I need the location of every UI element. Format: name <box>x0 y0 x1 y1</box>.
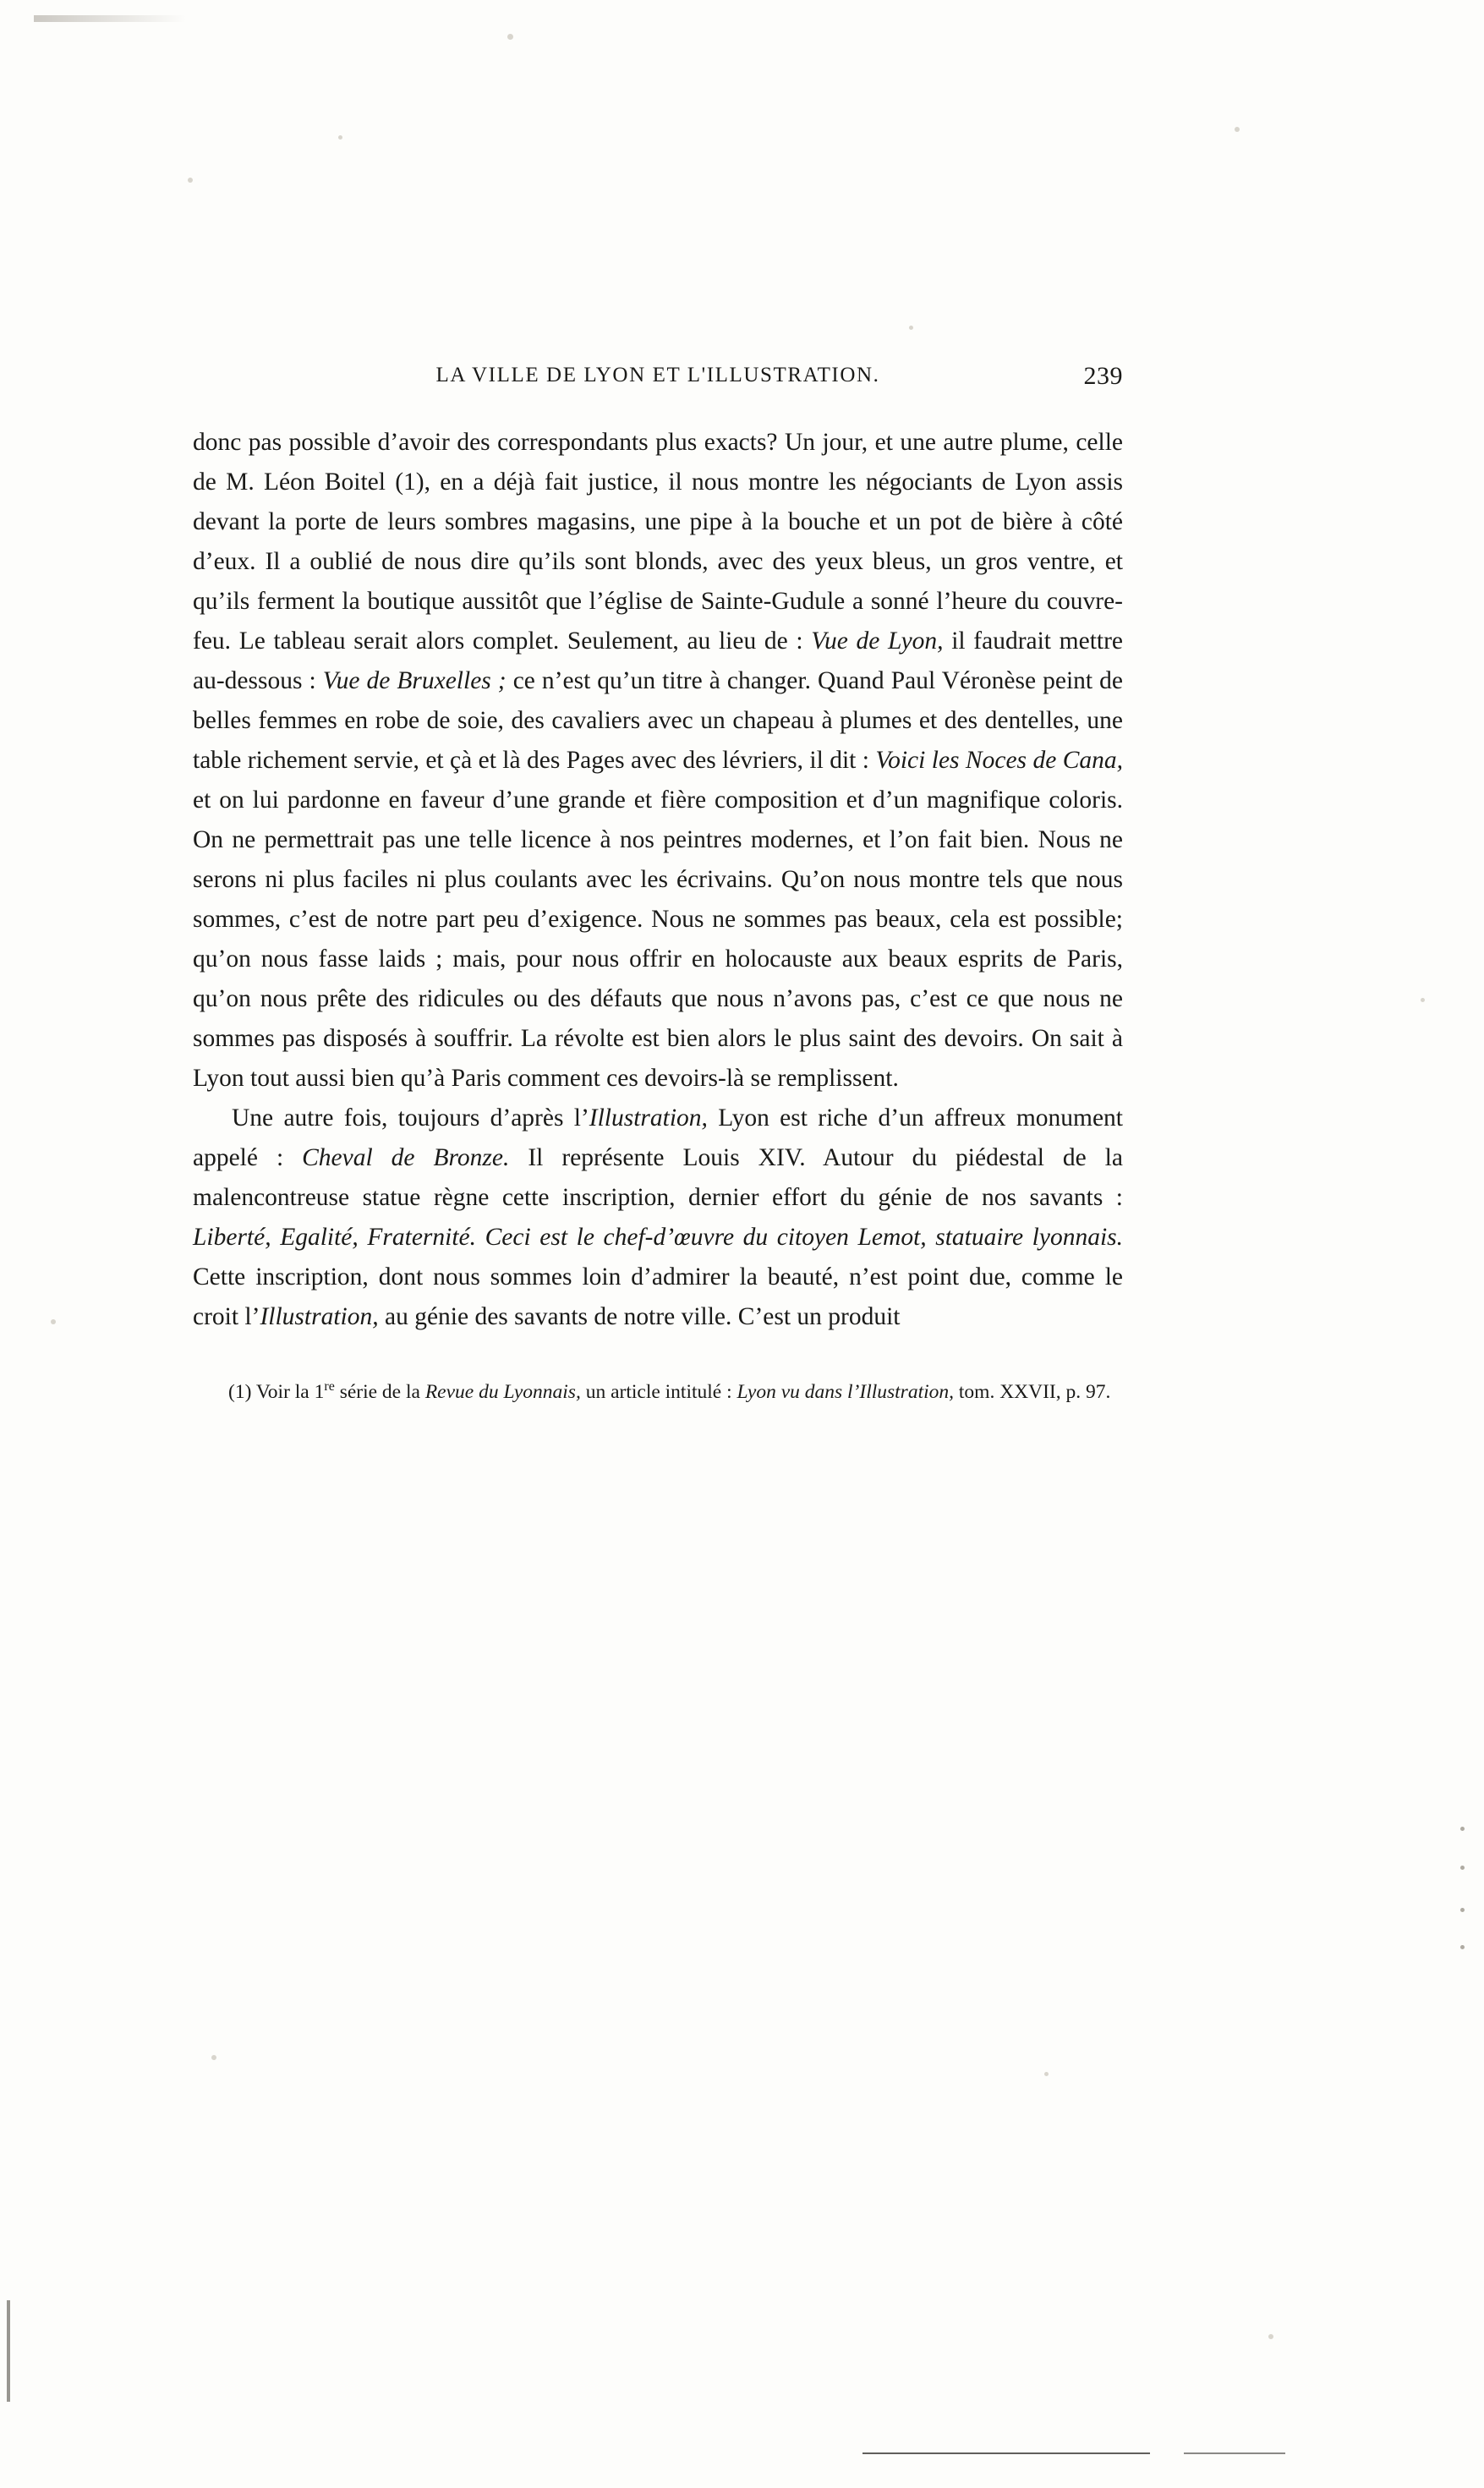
page-margin-marks <box>1460 1827 1465 1954</box>
paper-speck <box>211 2055 216 2060</box>
text-run: Lyon est riche d’un affreux monument appelé : <box>193 1104 1123 1171</box>
paper-speck <box>188 178 193 183</box>
text-run: Illustration, <box>589 1104 708 1132</box>
text-run: au génie des savants de notre ville. C’est un produit <box>378 1303 901 1330</box>
text-run: Lyon vu dans l’Illustration, <box>737 1380 955 1403</box>
body-paragraph <box>193 1099 1123 1337</box>
text-run: il faudrait mettre au-dessous : <box>193 627 1124 694</box>
footnote-marker: (1) <box>228 1380 256 1403</box>
text-run: Il représente Louis XIV. Autour du piédestal de la malencontreuse statue règne cette inscription, dernier effort du génie de nos savants : <box>193 1144 1123 1211</box>
bottom-rule-secondary <box>1184 2452 1285 2454</box>
running-head-title: LA VILLE DE LYON ET L'ILLUSTRATION. <box>435 364 880 386</box>
running-head <box>193 364 1123 408</box>
bottom-rule <box>862 2452 1150 2454</box>
paper-speck <box>909 326 913 330</box>
body-paragraph <box>193 423 1123 1099</box>
text-run: Vue de Bruxelles ; <box>322 667 507 694</box>
page-edge-mark <box>7 2300 10 2402</box>
text-run: ce n’est qu’un titre à changer. Quand Paul Véronèse peint de belles femmes en robe de soie, des cavaliers avec un chapeau à plumes et des dentelles, une table richement servie, et çà et là des Pages avec des lévriers, il dit : <box>193 667 1123 774</box>
paper-speck <box>507 34 513 40</box>
text-run: Une autre fois, toujours d’après l’ <box>232 1104 589 1132</box>
text-run: 1 <box>314 1380 325 1403</box>
footnote <box>193 1371 1123 1408</box>
text-run: re <box>324 1379 335 1394</box>
text-run: Voici les Noces de Cana, <box>875 747 1123 774</box>
text-run: un article intitulé : <box>580 1380 737 1403</box>
text-run: tom. XXVII, p. 97. <box>954 1380 1111 1403</box>
text-run: Voir la <box>255 1380 315 1403</box>
text-run: série de la <box>334 1380 425 1403</box>
paper-speck <box>1044 2072 1049 2076</box>
text-run: Cette inscription, dont nous sommes loin d’admirer la beauté, n’est point due, comme le croit l’ <box>193 1263 1123 1330</box>
paper-speck <box>1268 2334 1273 2339</box>
paper-speck <box>51 1319 56 1324</box>
paper-speck <box>338 135 342 140</box>
paper-speck <box>1235 127 1240 132</box>
paper-speck <box>1421 998 1425 1002</box>
page-number: 239 <box>1083 362 1123 390</box>
text-run: Illustration, <box>260 1303 379 1330</box>
text-run: et on lui pardonne en faveur d’une grande et fière composition et d’un magnifique coloris. On ne permettrait pas une telle licence à nos peintres modernes, et l’on fait bien. Nous ne serons ni plus faciles ni plus coulants avec les écrivains. Qu’on nous montre tels que nous sommes, c’est de notre part peu d’exigence. Nous ne sommes pas beaux, cela est possible; qu’on nous fasse laids ; mais, pour nous offrir en holocauste aux beaux esprits de Paris, qu’on nous prête des ridicules ou des défauts que nous n’avons pas, c’est ce que nous ne sommes pas disposés à souffrir. La révolte est bien alors le plus saint des devoirs. On sait à Lyon tout aussi bien qu’à Paris comment ces devoirs-là se remplissent. <box>193 786 1123 1092</box>
text-run: Cheval de Bronze. <box>302 1144 510 1171</box>
page-content <box>193 364 1123 1408</box>
text-run: Revue du Lyonnais, <box>424 1380 581 1403</box>
text-run: Liberté, Egalité, Fraternité. Ceci est le chef-d’œuvre du citoyen Lemot, statuaire lyonnais. <box>193 1224 1123 1251</box>
text-run: donc pas possible d’avoir des correspondants plus exacts? Un jour, et une autre plume, celle de M. Léon Boitel (1), en a déjà fait justice, il nous montre les négociants de Lyon assis devant la porte de leurs sombres magasins, une pipe à la bouche et un pot de bière à côté d’eux. Il a oublié de nous dire qu’ils sont blonds, avec des yeux bleus, un gros ventre, et qu’ils ferment la boutique aussitôt que l’église de Sainte-Gudule a sonné l’heure du couvre-feu. Le tableau serait alors complet. Seulement, au lieu de : <box>193 429 1123 655</box>
paper-smudge <box>34 15 186 22</box>
text-run: Vue de Lyon, <box>811 627 944 655</box>
